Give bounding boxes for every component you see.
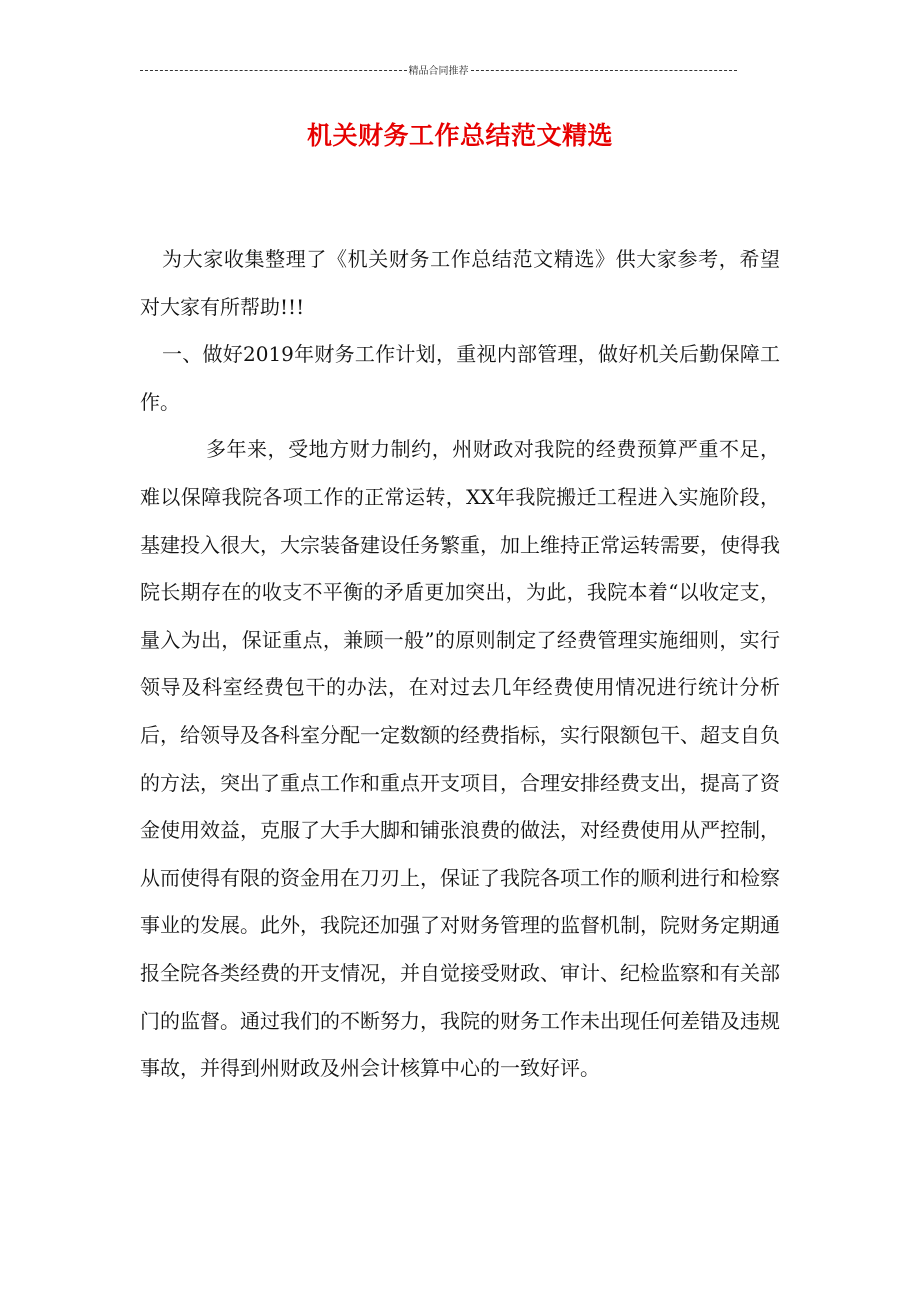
header-label: 精品合同推荐	[408, 66, 469, 77]
header-divider-right	[471, 70, 738, 71]
body-paragraph: 多年来，受地方财力制约，州财政对我院的经费预算严重不足，难以保障我院各项工作的正常运转，XX年我院搬迁工程进入实施阶段，基建投入很大，大宗装备建设任务繁重，加上维持正常运转需要，使得我院长期存在的收支不平衡的矛盾更加突出，为此，我院本着“以收定支，量入为出，保证重点，兼顾一般”的原则制定了经费管理实施细则，实行领导及科室经费包干的办法，在对过去几年经费使用情况进行统计分析后，给领导及各科室分配一定数额的经费指标，实行限额包干、超支自负的方法，突出了重点工作和重点开支项目，合理安排经费支出，提高了资金使用效益，克服了大手大脚和铺张浪费的做法，对经费使用从严控制，从而使得有限的资金用在刀刃上，保证了我院各项工作的顺利进行和检察事业的发展。此外，我院还加强了对财务管理的监督机制，院财务定期通报全院各类经费的开支情况，并自觉接受财政、审计、纪检监察和有关部门的监督。通过我们的不断努力，我院的财务工作未出现任何差错及违规事故，并得到州财政及州会计核算中心的一致好评。	[140, 437, 780, 1081]
page-header	[140, 62, 737, 77]
header-divider-left	[140, 70, 407, 71]
section-heading: 一、做好2019年财务工作计划，重视内部管理，做好机关后勤保障工作。	[140, 342, 780, 414]
intro-paragraph: 为大家收集整理了《机关财务工作总结范文精选》供大家参考，希望对大家有所帮助!!!	[140, 247, 780, 319]
document-body	[140, 236, 780, 1093]
document-title: 机关财务工作总结范文精选	[306, 121, 613, 150]
